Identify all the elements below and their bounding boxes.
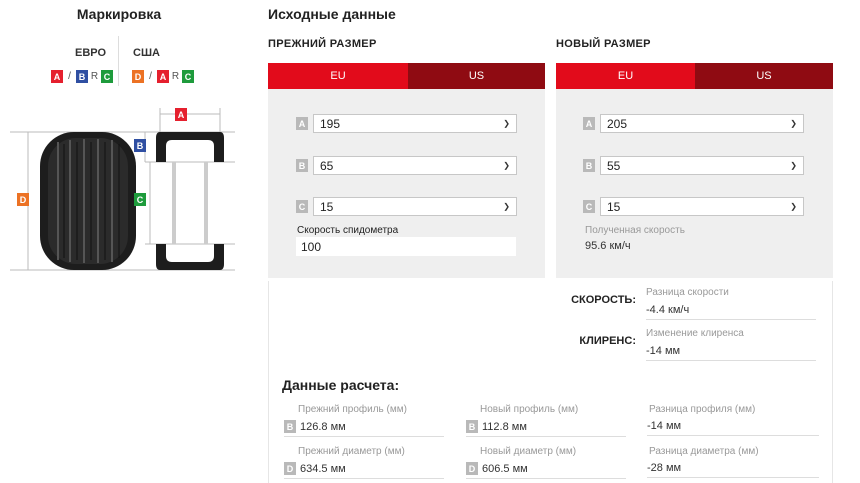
usa-letter-d: D	[132, 70, 144, 83]
profile-diff-result: -14 мм	[647, 420, 682, 432]
clearance-heading: КЛИРЕНС:	[579, 335, 636, 347]
old-size-heading: ПРЕЖНИЙ РАЗМЕР	[268, 38, 377, 50]
speed-diff-heading: СКОРОСТЬ:	[571, 294, 636, 306]
usa-letter-r: R	[171, 71, 180, 82]
usa-letter-a: A	[157, 70, 169, 83]
old-width-value: 195	[320, 116, 341, 131]
marking-title: Маркировка	[76, 6, 162, 22]
old-profile-cell	[284, 404, 444, 437]
diameter-diff-cell	[647, 446, 819, 478]
new-profile-badge: B	[466, 420, 478, 433]
result-speed-label: Полученная скорость	[585, 225, 685, 236]
marking-divider	[118, 36, 119, 86]
new-profile-select[interactable]	[600, 156, 804, 175]
new-letter-b: B	[583, 159, 595, 172]
diagram-label-c: C	[134, 193, 146, 206]
diameter-diff-caption: Разница диаметра (мм)	[649, 446, 759, 457]
new-row-a	[583, 114, 804, 133]
euro-letter-slash: /	[68, 71, 71, 82]
tire-side-icon	[40, 132, 136, 270]
old-diameter-caption: Прежний диаметр (мм)	[298, 446, 405, 457]
tire-diagram	[10, 104, 235, 276]
new-diameter-badge: D	[466, 462, 478, 475]
new-width-select[interactable]	[600, 114, 804, 133]
old-diameter-badge: D	[284, 462, 296, 475]
old-diameter-cell	[284, 446, 444, 479]
chevron-down-icon: ❯	[503, 202, 510, 211]
usa-label: США	[133, 47, 160, 59]
new-tab-us[interactable]: US	[695, 63, 833, 89]
clearance-cell	[646, 328, 816, 361]
old-tab-us[interactable]: US	[408, 63, 545, 89]
profile-diff-caption: Разница профиля (мм)	[649, 404, 756, 415]
speedometer-label: Скорость спидометра	[297, 225, 399, 236]
result-speed-value: 95.6 км/ч	[585, 240, 631, 252]
old-profile-value: 65	[320, 158, 334, 173]
old-letter-b: B	[296, 159, 308, 172]
new-diameter-caption: Новый диаметр (мм)	[480, 446, 577, 457]
old-diameter-result: 634.5 мм	[300, 462, 346, 475]
euro-letters	[51, 70, 113, 83]
clearance-value: -14 мм	[646, 345, 816, 361]
new-profile-value: 55	[607, 158, 621, 173]
profile-diff-cell	[647, 404, 819, 436]
speedometer-input[interactable]: 100	[296, 237, 516, 256]
tire-section-icon	[156, 132, 224, 270]
diagram-label-d: D	[17, 193, 29, 206]
euro-letter-r: R	[90, 71, 99, 82]
diagram-label-a: A	[175, 108, 187, 121]
chevron-down-icon: ❯	[503, 119, 510, 128]
usa-letters	[132, 70, 194, 83]
euro-letter-a: A	[51, 70, 63, 83]
input-data-title: Исходные данные	[268, 6, 396, 22]
new-width-value: 205	[607, 116, 628, 131]
clearance-caption: Изменение клиренса	[646, 328, 744, 339]
old-profile-select[interactable]	[313, 156, 517, 175]
new-row-c	[583, 197, 804, 216]
new-diameter-value: 15	[607, 199, 621, 214]
old-row-b	[296, 156, 517, 175]
chevron-down-icon: ❯	[790, 202, 797, 211]
old-diameter-select[interactable]	[313, 197, 517, 216]
old-tab-eu[interactable]: EU	[268, 63, 408, 89]
chevron-down-icon: ❯	[790, 119, 797, 128]
usa-letter-c: C	[182, 70, 194, 83]
usa-letter-slash: /	[149, 71, 152, 82]
chevron-down-icon: ❯	[790, 161, 797, 170]
diagram-label-b: B	[134, 139, 146, 152]
old-width-select[interactable]	[313, 114, 517, 133]
euro-letter-b: B	[76, 70, 88, 83]
speed-diff-cell	[646, 287, 816, 320]
speed-diff-value: -4.4 км/ч	[646, 304, 816, 320]
calc-title: Данные расчета:	[282, 377, 400, 393]
old-profile-result: 126.8 мм	[300, 420, 346, 433]
speed-diff-caption: Разница скорости	[646, 287, 729, 298]
euro-label: ЕВРО	[75, 47, 107, 59]
new-profile-result: 112.8 мм	[482, 420, 527, 433]
new-row-b	[583, 156, 804, 175]
old-row-a	[296, 114, 517, 133]
new-tab-eu[interactable]: EU	[556, 63, 695, 89]
new-letter-a: A	[583, 117, 595, 130]
new-diameter-cell	[466, 446, 626, 479]
old-letter-a: A	[296, 117, 308, 130]
new-letter-c: C	[583, 200, 595, 213]
new-diameter-select[interactable]	[600, 197, 804, 216]
euro-letter-c: C	[101, 70, 113, 83]
new-profile-cell	[466, 404, 626, 437]
new-profile-caption: Новый профиль (мм)	[480, 404, 579, 415]
old-profile-badge: B	[284, 420, 296, 433]
new-diameter-result: 606.5 мм	[482, 462, 528, 475]
old-row-c	[296, 197, 517, 216]
diameter-diff-result: -28 мм	[647, 462, 682, 474]
chevron-down-icon: ❯	[503, 161, 510, 170]
old-diameter-value: 15	[320, 199, 334, 214]
old-profile-caption: Прежний профиль (мм)	[298, 404, 407, 415]
old-letter-c: C	[296, 200, 308, 213]
new-size-heading: НОВЫЙ РАЗМЕР	[556, 38, 651, 50]
